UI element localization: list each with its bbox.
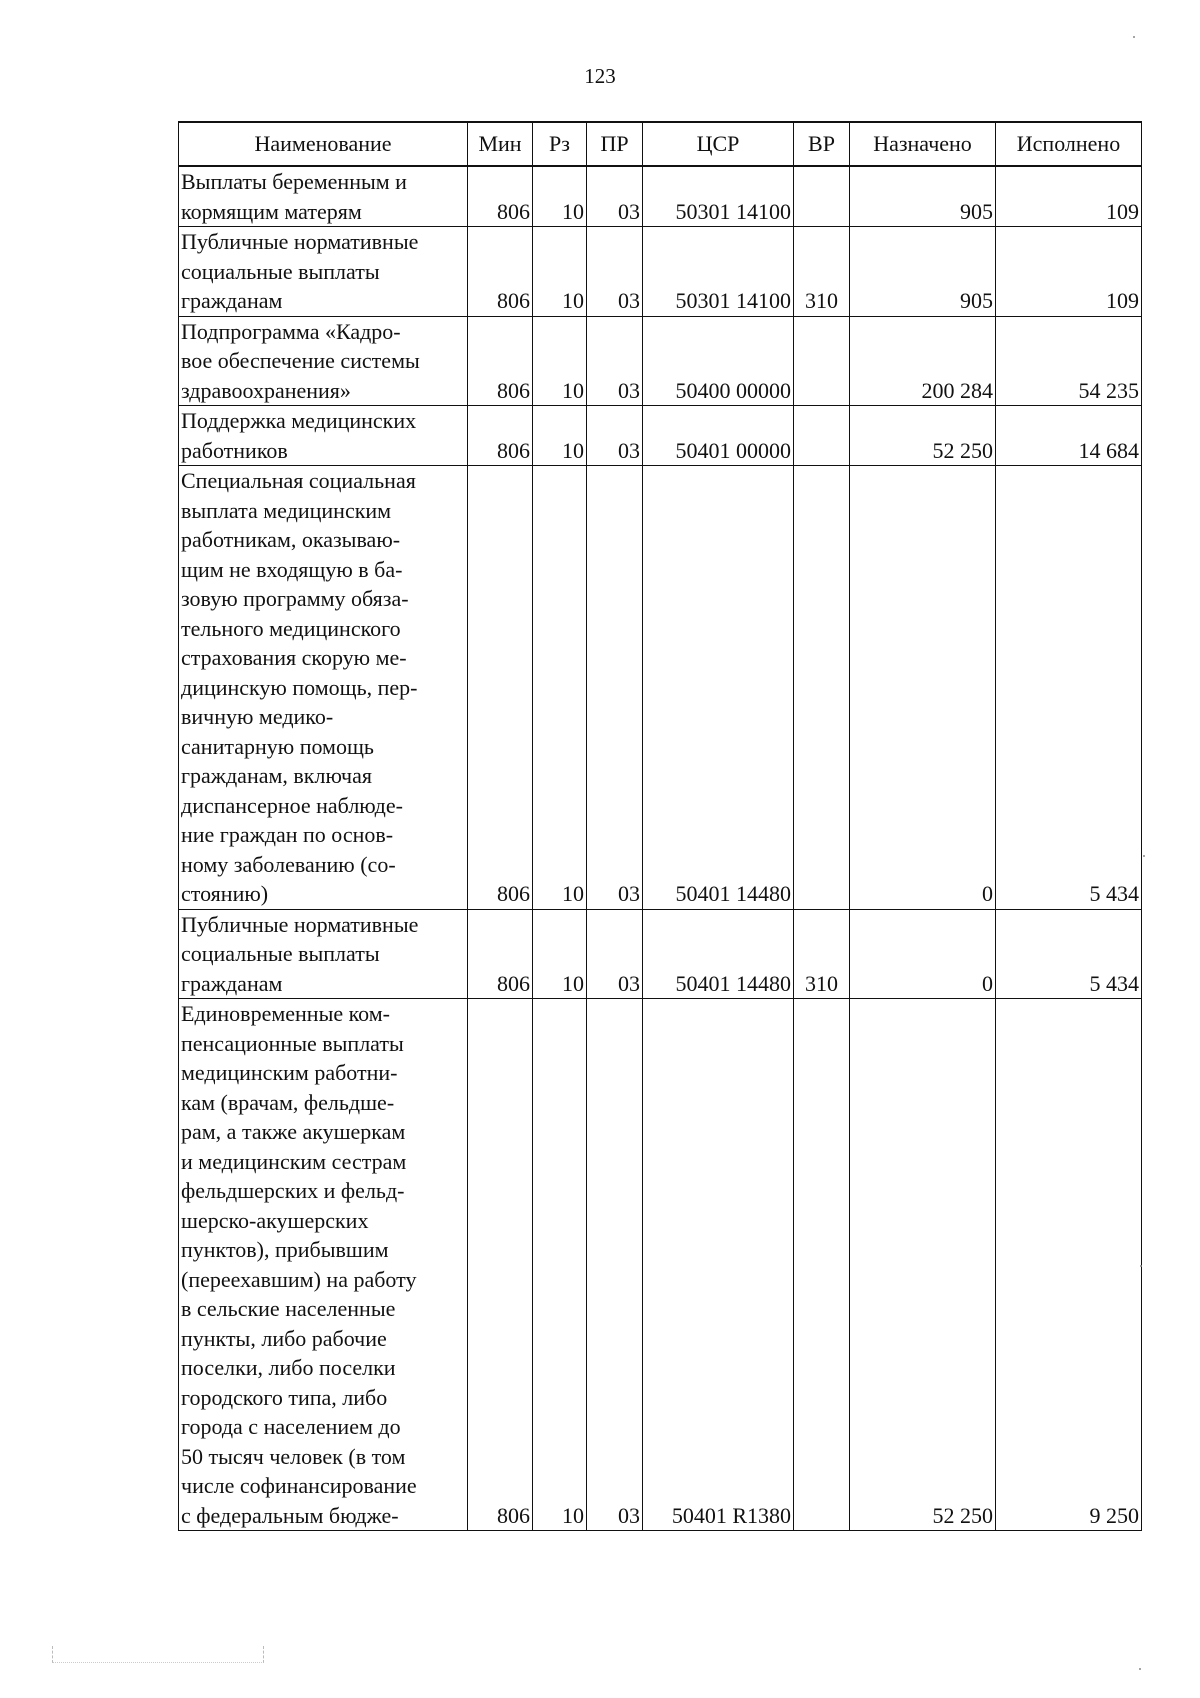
cell-rz: 10 bbox=[533, 466, 587, 910]
cell-min: 806 bbox=[468, 406, 533, 466]
header-csr: ЦСР bbox=[643, 122, 794, 166]
name-line: пунктов), прибывшим bbox=[181, 1237, 389, 1262]
name-line: Поддержка медицинских bbox=[181, 408, 417, 433]
name-line: тельного медицинского bbox=[181, 615, 401, 641]
name-line: с федеральным бюдже- bbox=[181, 1502, 399, 1528]
header-min: Мин bbox=[468, 122, 533, 166]
cell-vr bbox=[794, 316, 850, 406]
cell-csr: 50401 R1380 bbox=[643, 999, 794, 1531]
name-line: в сельские населенные bbox=[181, 1296, 396, 1321]
cell-pr: 03 bbox=[587, 466, 643, 910]
page-number: 123 bbox=[584, 64, 616, 88]
cell-assigned: 0 bbox=[850, 909, 996, 999]
cell-pr: 03 bbox=[587, 227, 643, 317]
name-line: ному заболеванию (со- bbox=[181, 851, 396, 877]
cell-csr: 50400 00000 bbox=[643, 316, 794, 406]
name-line: гражданам bbox=[181, 288, 283, 313]
cell-vr bbox=[794, 999, 850, 1531]
name-line: фельдшерских и фельд- bbox=[181, 1178, 405, 1203]
cell-csr: 50401 14480 bbox=[643, 909, 794, 999]
name-line: ние граждан по основ- bbox=[181, 822, 394, 847]
cell-executed: 9 250 bbox=[996, 999, 1142, 1531]
name-line: дицинскую помощь, пер- bbox=[181, 674, 418, 700]
cell-assigned: 200 284 bbox=[850, 316, 996, 406]
name-line: социальные выплаты bbox=[181, 258, 380, 284]
cell-rz: 10 bbox=[533, 909, 587, 999]
table-row bbox=[179, 909, 1142, 999]
cell-name bbox=[179, 166, 468, 227]
name-line: кормящим матерям bbox=[181, 198, 362, 224]
name-line: вое обеспечение системы bbox=[181, 348, 420, 373]
cell-vr bbox=[794, 166, 850, 227]
cell-csr: 50401 00000 bbox=[643, 406, 794, 466]
cell-vr: 310 bbox=[794, 909, 850, 999]
name-line: диспансерное наблюде- bbox=[181, 792, 403, 818]
cell-min: 806 bbox=[468, 999, 533, 1531]
table-header-row bbox=[179, 122, 1142, 166]
name-line: шерско-акушерских bbox=[181, 1207, 369, 1233]
header-rz: Рз bbox=[533, 122, 587, 166]
name-line: Специальная социальная bbox=[181, 468, 416, 493]
header-name: Наименование bbox=[179, 122, 468, 166]
cell-pr: 03 bbox=[587, 999, 643, 1531]
name-line: города с населением до bbox=[181, 1414, 401, 1439]
cell-pr: 03 bbox=[587, 316, 643, 406]
name-line: пенсационные выплаты bbox=[181, 1030, 404, 1056]
cell-executed: 5 434 bbox=[996, 909, 1142, 999]
name-line: Публичные нормативные bbox=[181, 911, 419, 937]
cell-executed: 14 684 bbox=[996, 406, 1142, 466]
name-line: пункты, либо рабочие bbox=[181, 1325, 387, 1351]
table-row bbox=[179, 227, 1142, 317]
name-line: (переехавшим) на работу bbox=[181, 1266, 417, 1292]
name-line: гражданам, включая bbox=[181, 763, 373, 788]
cell-executed: 109 bbox=[996, 166, 1142, 227]
name-line: медицинским работни- bbox=[181, 1060, 398, 1085]
cell-assigned: 52 250 bbox=[850, 999, 996, 1531]
name-line: поселки, либо поселки bbox=[181, 1355, 396, 1380]
cell-pr: 03 bbox=[587, 166, 643, 227]
cell-name bbox=[179, 316, 468, 406]
cell-min: 806 bbox=[468, 466, 533, 910]
cell-assigned: 0 bbox=[850, 466, 996, 910]
cell-rz: 10 bbox=[533, 166, 587, 227]
name-line: рам, а также акушеркам bbox=[181, 1119, 406, 1144]
cell-assigned: 905 bbox=[850, 166, 996, 227]
cell-csr: 50401 14480 bbox=[643, 466, 794, 910]
budget-table bbox=[178, 121, 1142, 1531]
cell-min: 806 bbox=[468, 316, 533, 406]
name-line: страхования скорую ме- bbox=[181, 645, 407, 670]
cell-rz: 10 bbox=[533, 227, 587, 317]
cell-csr: 50301 14100 bbox=[643, 166, 794, 227]
cell-rz: 10 bbox=[533, 999, 587, 1531]
name-line: вичную медико- bbox=[181, 704, 334, 729]
cell-min: 806 bbox=[468, 166, 533, 227]
name-line: Подпрограмма «Кадро- bbox=[181, 318, 401, 344]
name-line: санитарную помощь bbox=[181, 733, 374, 759]
header-pr: ПР bbox=[587, 122, 643, 166]
cell-assigned: 52 250 bbox=[850, 406, 996, 466]
name-line: числе софинансирование bbox=[181, 1473, 417, 1498]
name-line: и медицинским сестрам bbox=[181, 1148, 407, 1174]
table-row bbox=[179, 406, 1142, 466]
name-line: 50 тысяч человек (в том bbox=[181, 1443, 406, 1469]
name-line: выплата медицинским bbox=[181, 497, 392, 523]
cell-csr: 50301 14100 bbox=[643, 227, 794, 317]
faded-stamp bbox=[52, 1598, 272, 1673]
table-body bbox=[179, 166, 1142, 1531]
name-line: стоянию) bbox=[181, 881, 269, 906]
cell-name bbox=[179, 909, 468, 999]
name-line: зовую программу обяза- bbox=[181, 586, 409, 611]
name-line: работникам, оказываю- bbox=[181, 527, 401, 552]
header-assigned: Назначено bbox=[850, 122, 996, 166]
cell-executed: 109 bbox=[996, 227, 1142, 317]
name-line: щим не входящую в ба- bbox=[181, 556, 403, 582]
cell-min: 806 bbox=[468, 909, 533, 999]
cell-min: 806 bbox=[468, 227, 533, 317]
table-row bbox=[179, 316, 1142, 406]
cell-pr: 03 bbox=[587, 406, 643, 466]
cell-pr: 03 bbox=[587, 909, 643, 999]
cell-name bbox=[179, 999, 468, 1531]
name-line: социальные выплаты bbox=[181, 941, 380, 966]
cell-vr bbox=[794, 406, 850, 466]
table-row bbox=[179, 466, 1142, 910]
cell-name bbox=[179, 227, 468, 317]
name-line: кам (врачам, фельдше- bbox=[181, 1089, 395, 1115]
header-executed: Исполнено bbox=[996, 122, 1142, 166]
name-line: Публичные нормативные bbox=[181, 229, 419, 254]
name-line: городского типа, либо bbox=[181, 1384, 388, 1410]
header-vr: ВР bbox=[794, 122, 850, 166]
table-row bbox=[179, 166, 1142, 227]
cell-name bbox=[179, 406, 468, 466]
cell-name bbox=[179, 466, 468, 910]
name-line: Выплаты беременным и bbox=[181, 169, 407, 194]
cell-rz: 10 bbox=[533, 406, 587, 466]
cell-rz: 10 bbox=[533, 316, 587, 406]
name-line: Единовременные ком- bbox=[181, 1001, 391, 1026]
name-line: здравоохранения» bbox=[181, 377, 351, 403]
cell-executed: 5 434 bbox=[996, 466, 1142, 910]
cell-vr: 310 bbox=[794, 227, 850, 317]
name-line: гражданам bbox=[181, 970, 283, 996]
table-row bbox=[179, 999, 1142, 1531]
cell-executed: 54 235 bbox=[996, 316, 1142, 406]
cell-vr bbox=[794, 466, 850, 910]
name-line: работников bbox=[181, 437, 288, 463]
cell-assigned: 905 bbox=[850, 227, 996, 317]
